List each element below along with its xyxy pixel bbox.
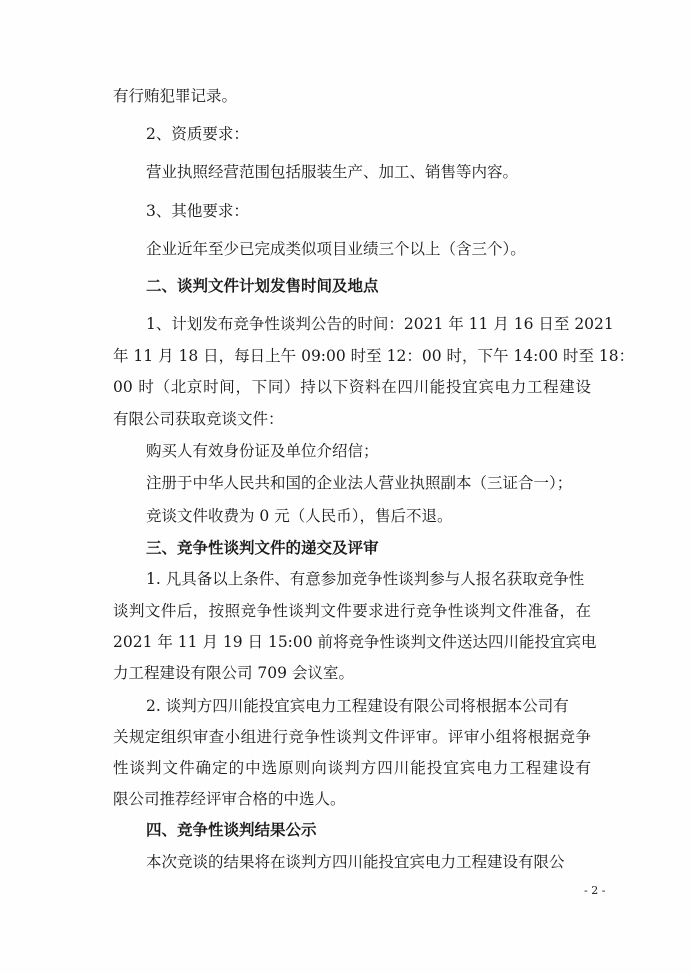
text-line: 谈判文件后，按照竞争性谈判文件要求进行竞争性谈判文件准备，在 xyxy=(113,602,591,620)
text-line: 有行贿犯罪记录。 xyxy=(113,87,238,105)
text-line: 注册于中华人民共和国的企业法人营业执照副本（三证合一）； xyxy=(146,474,573,492)
text-line: 2、资质要求： xyxy=(146,125,249,143)
section-heading: 三、竞争性谈判文件的递交及评审 xyxy=(146,539,379,557)
text-line: 力工程建设有限公司 709 会议室。 xyxy=(113,664,354,682)
text-line: 本次竞谈的结果将在谈判方四川能投宜宾电力工程建设有限公 xyxy=(146,853,565,871)
text-line: 性谈判文件确定的中选原则向谈判方四川能投宜宾电力工程建设有 xyxy=(113,759,591,777)
text-line: 营业执照经营范围包括服装生产、加工、销售等内容。 xyxy=(146,163,519,181)
text-line: 2021 年 11 月 19 日 15:00 前将竞争性谈判文件送达四川能投宜宾电 xyxy=(113,633,597,651)
text-line: 1、计划发布竞争性谈判公告的时间：2021 年 11 月 16 日至 2021 xyxy=(146,315,614,333)
text-line: 年 11 月 18 日，每日上午 09:00 时至 12：00 时，下午 14:00 时至 18： xyxy=(113,347,635,365)
text-line: 限公司推荐经评审合格的中选人。 xyxy=(113,790,346,808)
text-line: 3、其他要求： xyxy=(146,202,249,220)
text-line: 关规定组织审查小组进行竞争性谈判文件评审。评审小组将根据竞争 xyxy=(113,728,591,746)
page-number: - 2 - xyxy=(584,884,606,897)
text-line: 企业近年至少已完成类似项目业绩三个以上（含三个）。 xyxy=(146,240,526,258)
text-line: 00 时（北京时间，下同）持以下资料在四川能投宜宾电力工程建设 xyxy=(113,378,591,396)
text-line: 购买人有效身份证及单位介绍信； xyxy=(146,442,379,460)
section-heading: 二、谈判文件计划发售时间及地点 xyxy=(146,277,379,295)
section-heading: 四、竞争性谈判结果公示 xyxy=(146,821,317,839)
text-line: 有限公司获取竞谈文件： xyxy=(113,410,284,428)
text-line: 2. 谈判方四川能投宜宾电力工程建设有限公司将根据本公司有 xyxy=(146,697,569,715)
text-line: 1. 凡具备以上条件、有意参加竞争性谈判参与人报名获取竞争性 xyxy=(146,570,585,588)
text-line: 竞谈文件收费为 0 元（人民币），售后不退。 xyxy=(146,507,453,525)
